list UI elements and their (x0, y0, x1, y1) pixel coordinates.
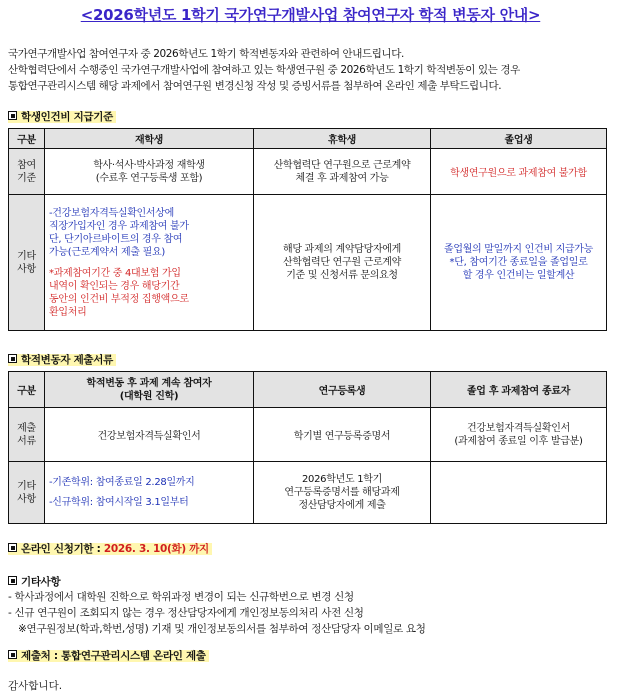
square-bullet-icon (8, 354, 17, 363)
table-cell: 건강보험자격득실확인서 (45, 408, 254, 462)
table-cell (254, 195, 431, 331)
table-row (9, 408, 607, 462)
cell-line: 기준 및 신청서류 문의요청 (286, 270, 398, 281)
list-item: - 신규 연구원이 조회되지 않는 경우 정산담당자에게 개인정보동의처리 사전 신청 (8, 607, 364, 619)
cell-line: *과제참여기간 중 4대보험 가입 (49, 267, 181, 279)
header-cell: 연구등록생 (254, 372, 431, 408)
cell-line: (과제참여 종료일 이후 발급분) (454, 435, 583, 447)
section-title: 학생인건비 지급기준 (21, 111, 113, 123)
cell-line: 할 경우 인건비는 일할계산 (462, 270, 575, 281)
cell-line: 내역이 확인되는 경우 해당기간 (49, 280, 180, 292)
table-header-row (9, 372, 607, 408)
cell-line: 학사·석사·박사과정 재학생 (93, 159, 205, 171)
deadline-value: 2026. 3. 10(화) 까지 (103, 543, 209, 555)
cell-line: -기존학위: 참여종료일 2.28일까지 (49, 476, 195, 488)
cell-line: 졸업월의 말일까지 인건비 지급가능 (443, 244, 594, 255)
header-cell: 구분 (9, 372, 45, 408)
cell-line: -신규학위: 참여시작일 3.1일부터 (49, 496, 189, 508)
pay-criteria-table (8, 128, 607, 331)
deadline-line: 온라인 신청기한 : 2026. 3. 10(화) 까지 (8, 541, 212, 556)
cell-line: 환입처리 (49, 306, 87, 318)
square-bullet-icon (8, 543, 17, 552)
cell-line: 단, 단기아르바이트의 경우 참여 (49, 233, 183, 245)
cell-line: 산학협력단 연구원으로 근로계약 (273, 159, 411, 171)
submit-line: 제출처 : 통합연구관리시스템 온라인 제출 (8, 648, 209, 663)
page-title: <2026학년도 1학기 국가연구개발사업 참여연구자 학적 변동자 안내> (80, 6, 541, 24)
section-title: 학적변동자 제출서류 (21, 354, 113, 366)
cell-line: 체결 후 과제참여 가능 (295, 172, 389, 184)
submit-value: 통합연구관리시스템 온라인 제출 (61, 650, 206, 662)
header-cell: 구분 (9, 129, 45, 149)
square-bullet-icon (8, 576, 17, 585)
header-cell: 재학생 (45, 129, 254, 149)
deadline-label: 온라인 신청기한 (21, 543, 94, 555)
notes-list (8, 589, 426, 637)
cell-line: 연구등록증명서를 해당과제 (284, 487, 400, 498)
table-cell: 학생연구원으로 과제참여 불가함 (431, 149, 607, 195)
documents-table (8, 371, 607, 524)
cell-line: 해당 과제의 계약담당자에게 (282, 244, 402, 255)
header-cell: 휴학생 (254, 129, 431, 149)
table-cell (254, 462, 431, 524)
header-cell: 졸업 후 과제참여 종료자 (431, 372, 607, 408)
cell-line: -건강보험자격득실확인서상에 (49, 207, 174, 219)
intro-paragraph (8, 46, 614, 94)
table-cell: 학기별 연구등록증명서 (254, 408, 431, 462)
table-cell (45, 149, 254, 195)
cell-line: (수료후 연구등록생 포함) (95, 172, 203, 184)
cell-line: 가능(근로계약서 제출 필요) (49, 246, 165, 258)
cell-line: 산학협력단 연구원 근로계약 (282, 257, 402, 268)
table-row (9, 149, 607, 195)
table-cell (431, 462, 607, 524)
cell-line: *단, 참여기간 종료일을 졸업일로 (449, 257, 588, 268)
cell-line: 정산담당자에게 제출 (298, 500, 386, 511)
intro-line: 국가연구개발사업 참여연구자 중 2026학년도 1학기 학적변동자와 관련하여 안내드립니다. (8, 48, 404, 60)
row-label: 제출 서류 (9, 408, 45, 462)
table-header-row (9, 129, 607, 149)
table-cell (431, 408, 607, 462)
cell-line: 건강보험자격득실확인서 (467, 422, 570, 434)
header-cell (45, 372, 254, 408)
square-bullet-icon (8, 650, 17, 659)
closing-text: 감사합니다. (8, 680, 63, 692)
header-cell: 졸업생 (431, 129, 607, 149)
notes-heading (8, 574, 60, 589)
cell-line: 2026학년도 1학기 (302, 474, 382, 485)
section-heading-pay-criteria (8, 109, 116, 124)
list-item: - 학사과정에서 대학원 진학으로 학위과정 변경이 되는 신규학번으로 변경 신청 (8, 591, 354, 603)
cell-line: (대학원 진학) (119, 390, 179, 402)
square-bullet-icon (8, 111, 17, 120)
cell-line: 학적변동 후 과제 계속 참여자 (86, 377, 212, 389)
submit-label: 제출처 (21, 650, 51, 662)
table-cell (45, 195, 254, 331)
intro-line: 통합연구관리시스템 해당 과제에서 참여연구원 변경신청 작성 및 증빙서류를 첨부하여 온라인 제출 부탁드립니다. (8, 80, 502, 92)
list-item: ※연구원정보(학과,학번,성명) 기재 및 개인정보동의서를 첨부하여 정산담당자 이메일로 요청 (18, 623, 426, 635)
section-heading-documents (8, 352, 116, 367)
cell-line: 직장가입자인 경우 과제참여 불가 (49, 220, 189, 232)
row-label: 기타 사항 (9, 195, 45, 331)
row-label: 참여 기준 (9, 149, 45, 195)
table-cell (45, 462, 254, 524)
table-row (9, 462, 607, 524)
table-cell (254, 149, 431, 195)
intro-line: 산학협력단에서 수행중인 국가연구개발사업에 참여하고 있는 학생연구원 중 2026학년도 1학기 학적변동이 있는 경우 (8, 64, 520, 76)
table-row (9, 195, 607, 331)
cell-line: 동안의 인건비 부적정 집행액으로 (49, 293, 189, 305)
row-label: 기타 사항 (9, 462, 45, 524)
table-cell (431, 195, 607, 331)
notes-title: 기타사항 (21, 576, 61, 588)
